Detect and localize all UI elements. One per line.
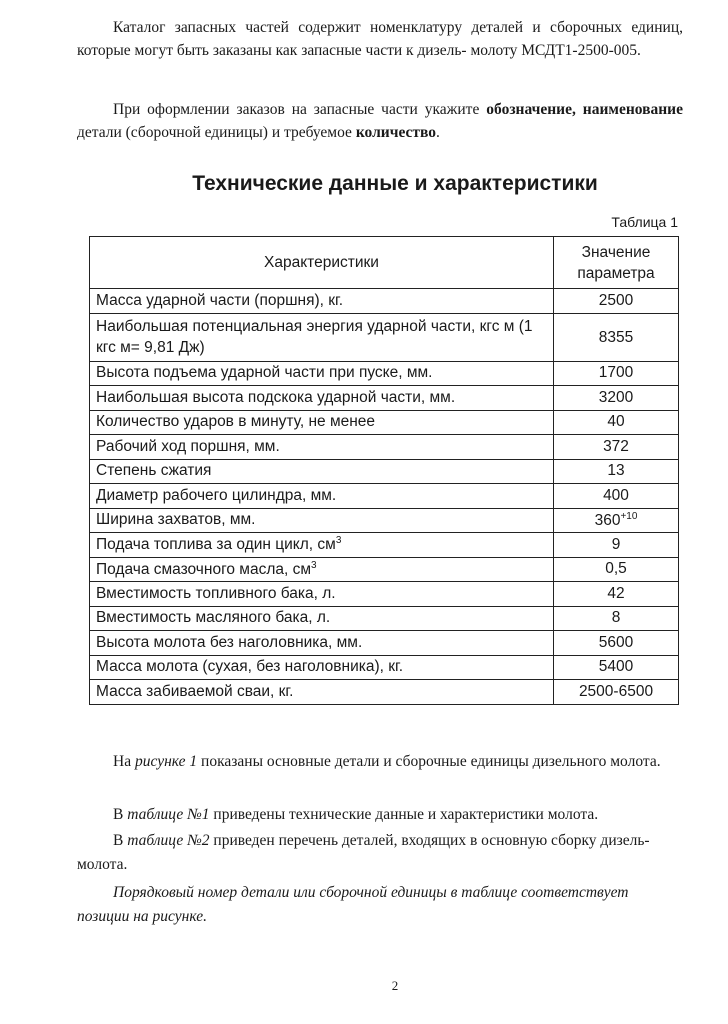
bottom-paragraph-note: Порядковый номер детали или сборочной единицы в таблице соответствует позиции на рисунке. (77, 884, 629, 925)
table-row (90, 557, 679, 582)
page-title: Технические данные и характеристики (192, 172, 598, 195)
page-number: 2 (391, 978, 399, 993)
table-row (90, 361, 679, 386)
row-label: Рабочий ход поршня, мм. (90, 435, 554, 460)
row-label: Вместимость масляного бака, л. (90, 606, 554, 631)
row-value: 5400 (554, 655, 679, 680)
row-label: Наибольшая потенциальная энергия ударной части, кгс м (1 кгс м= 9,81 Дж) (90, 313, 554, 361)
intro-paragraph-2: При оформлении заказов на запасные части укажите обозначение, наименование детали (сборочной единицы) и требуемое количество. (77, 101, 683, 141)
row-label: Диаметр рабочего цилиндра, мм. (90, 484, 554, 509)
table-row (90, 386, 679, 411)
row-label: Высота молота без наголовника, мм. (90, 631, 554, 656)
bold-quantity: количество (355, 124, 437, 141)
table-header-row (90, 237, 679, 289)
row-label: Количество ударов в минуту, не менее (90, 410, 554, 435)
row-value: 372 (554, 435, 679, 460)
row-value: 8355 (554, 313, 679, 361)
table-row (90, 435, 679, 460)
row-value: $360^{+10}$ (554, 508, 679, 533)
row-value: 400 (554, 484, 679, 509)
row-label: Ширина захватов, мм. (90, 508, 554, 533)
row-value: 1700 (554, 361, 679, 386)
table-row (90, 606, 679, 631)
row-label: Масса забиваемой сваи, кг. (90, 680, 554, 705)
table-caption: Таблица 1 (611, 214, 678, 230)
bottom-paragraph-1: На рисунке 1 показаны основные детали и сборочные единицы дизельного молота. (113, 753, 661, 770)
table-row (90, 484, 679, 509)
table-row (90, 508, 679, 533)
row-label: Подача топлива за один цикл, $см^3$ (90, 533, 554, 558)
row-value: 40 (554, 410, 679, 435)
bold-designation: обозначение, наименование (486, 101, 683, 118)
intro-paragraph-1: Каталог запасных частей содержит номенклатуру деталей и сборочных единиц, которые могут быть заказаны как запасные части к дизель- молоту МСДТ1-2500-005. (77, 19, 683, 59)
header-value: Значение параметра (554, 237, 679, 289)
table-row (90, 533, 679, 558)
row-label: Степень сжатия (90, 459, 554, 484)
row-value: 0,5 (554, 557, 679, 582)
row-value: 5600 (554, 631, 679, 656)
specs-table (89, 236, 679, 705)
row-label: Наибольшая высота подскока ударной части, мм. (90, 386, 554, 411)
row-label: Высота подъема ударной части при пуске, мм. (90, 361, 554, 386)
table-row (90, 680, 679, 705)
row-value: 3200 (554, 386, 679, 411)
bottom-paragraph-2: В таблице №1 приведены технические данные и характеристики молота. (113, 806, 599, 823)
row-label: Масса молота (сухая, без наголовника), кг. (90, 655, 554, 680)
table-row (90, 459, 679, 484)
row-label: Масса ударной части (поршня), кг. (90, 289, 554, 314)
row-value: 2500-6500 (554, 680, 679, 705)
row-label: Подача смазочного масла, $см^3$ (90, 557, 554, 582)
row-label: Вместимость топливного бака, л. (90, 582, 554, 607)
row-value: 13 (554, 459, 679, 484)
row-value: 8 (554, 606, 679, 631)
row-value: 9 (554, 533, 679, 558)
table-row (90, 313, 679, 361)
row-value: 2500 (554, 289, 679, 314)
table-row (90, 289, 679, 314)
row-value: 42 (554, 582, 679, 607)
bottom-paragraph-3: В таблице №2 приведен перечень деталей, входящих в основную сборку дизель- молота. (77, 832, 650, 873)
header-characteristics: Характеристики (90, 237, 554, 289)
table-row (90, 582, 679, 607)
table-row (90, 631, 679, 656)
table-row (90, 410, 679, 435)
table-row (90, 655, 679, 680)
